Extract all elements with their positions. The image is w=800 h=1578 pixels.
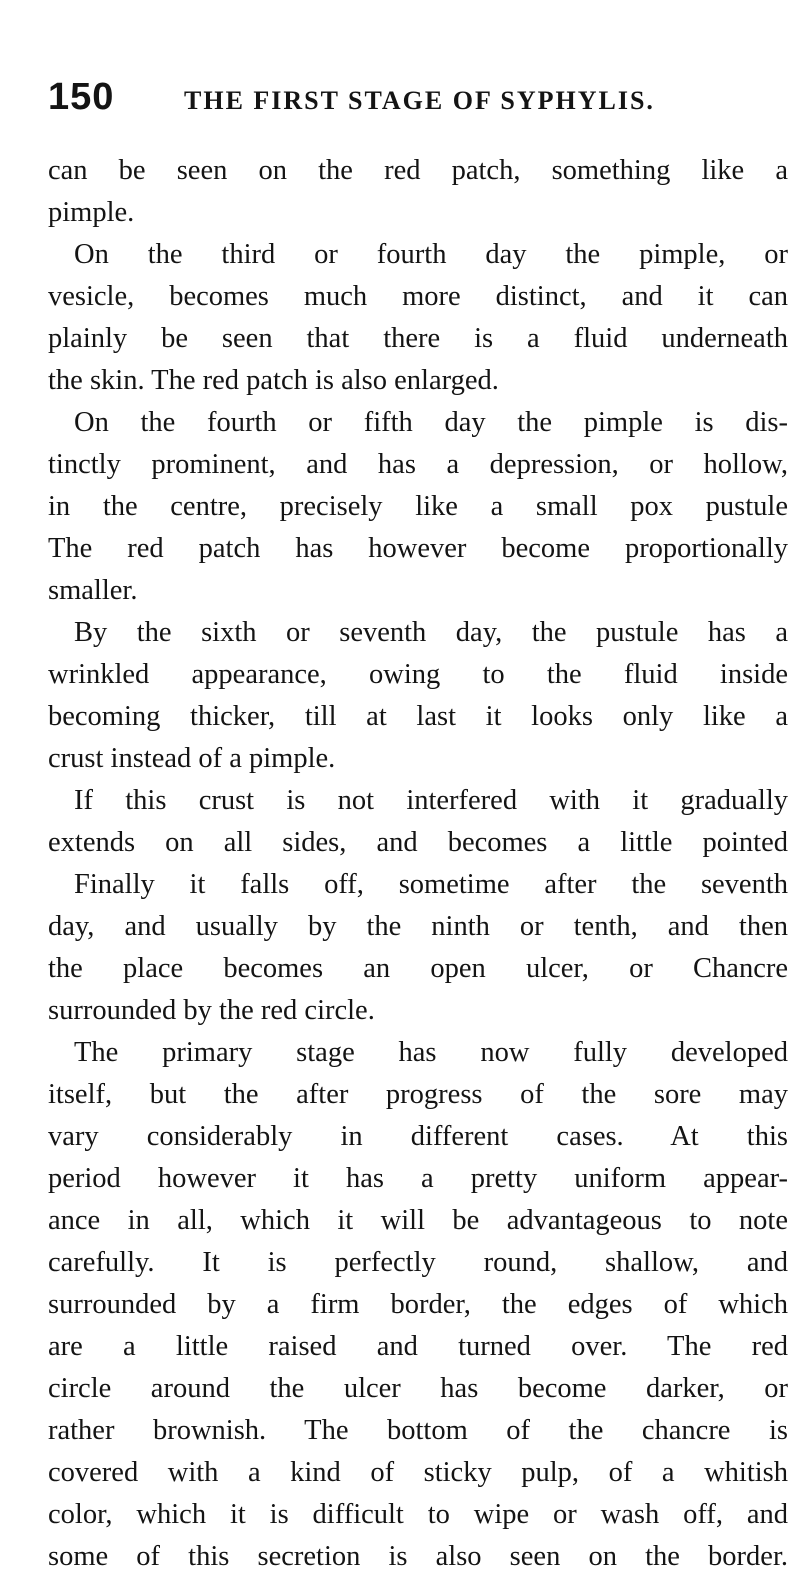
- text-line: period however it has a pretty uniform appear-: [48, 1163, 788, 1194]
- text-line: extends on all sides, and becomes a little pointed: [48, 827, 788, 858]
- text-line: becoming thicker, till at last it looks only like a: [48, 701, 788, 732]
- text-line: vary considerably in different cases. At this: [48, 1121, 788, 1152]
- text-line: The red patch has however become proportionally: [48, 533, 788, 564]
- page-number: 150: [48, 76, 115, 118]
- text-line: surrounded by a firm border, the edges of which: [48, 1289, 788, 1320]
- text-line: By the sixth or seventh day, the pustule has a: [74, 617, 788, 648]
- text-line: some of this secretion is also seen on the border.: [48, 1541, 788, 1572]
- running-head: [48, 76, 768, 126]
- text-line: The primary stage has now fully developed: [74, 1037, 788, 1068]
- text-line: crust instead of a pimple.: [48, 743, 336, 774]
- text-line: the place becomes an open ulcer, or Chancre: [48, 953, 788, 984]
- text-line: the skin. The red patch is also enlarged.: [48, 365, 499, 396]
- body-text: [48, 150, 788, 1578]
- text-line: If this crust is not interfered with it gradually: [74, 785, 788, 816]
- text-line: carefully. It is perfectly round, shallow, and: [48, 1247, 788, 1278]
- text-line: surrounded by the red circle.: [48, 995, 375, 1026]
- text-line: ance in all, which it will be advantageous to note: [48, 1205, 788, 1236]
- text-line: On the fourth or fifth day the pimple is dis-: [74, 407, 788, 438]
- text-line: plainly be seen that there is a fluid underneath: [48, 323, 788, 354]
- text-line: tinctly prominent, and has a depression, or hollow,: [48, 449, 788, 480]
- text-line: in the centre, precisely like a small pox pustule: [48, 491, 788, 522]
- text-line: Finally it falls off, sometime after the seventh: [74, 869, 788, 900]
- text-line: smaller.: [48, 575, 138, 606]
- text-line: itself, but the after progress of the sore may: [48, 1079, 788, 1110]
- text-line: covered with a kind of sticky pulp, of a whitish: [48, 1457, 788, 1488]
- text-line: can be seen on the red patch, something like a: [48, 155, 788, 186]
- text-line: rather brownish. The bottom of the chancre is: [48, 1415, 788, 1446]
- text-line: are a little raised and turned over. The red: [48, 1331, 788, 1362]
- text-line: wrinkled appearance, owing to the fluid inside: [48, 659, 788, 690]
- text-line: pimple.: [48, 197, 135, 228]
- running-title: THE FIRST STAGE OF SYPHYLIS.: [184, 86, 655, 115]
- text-line: On the third or fourth day the pimple, or: [74, 239, 788, 270]
- text-line: color, which it is difficult to wipe or wash off, and: [48, 1499, 788, 1530]
- text-line: vesicle, becomes much more distinct, and it can: [48, 281, 788, 312]
- text-line: circle around the ulcer has become darker, or: [48, 1373, 788, 1404]
- text-line: day, and usually by the ninth or tenth, and then: [48, 911, 788, 942]
